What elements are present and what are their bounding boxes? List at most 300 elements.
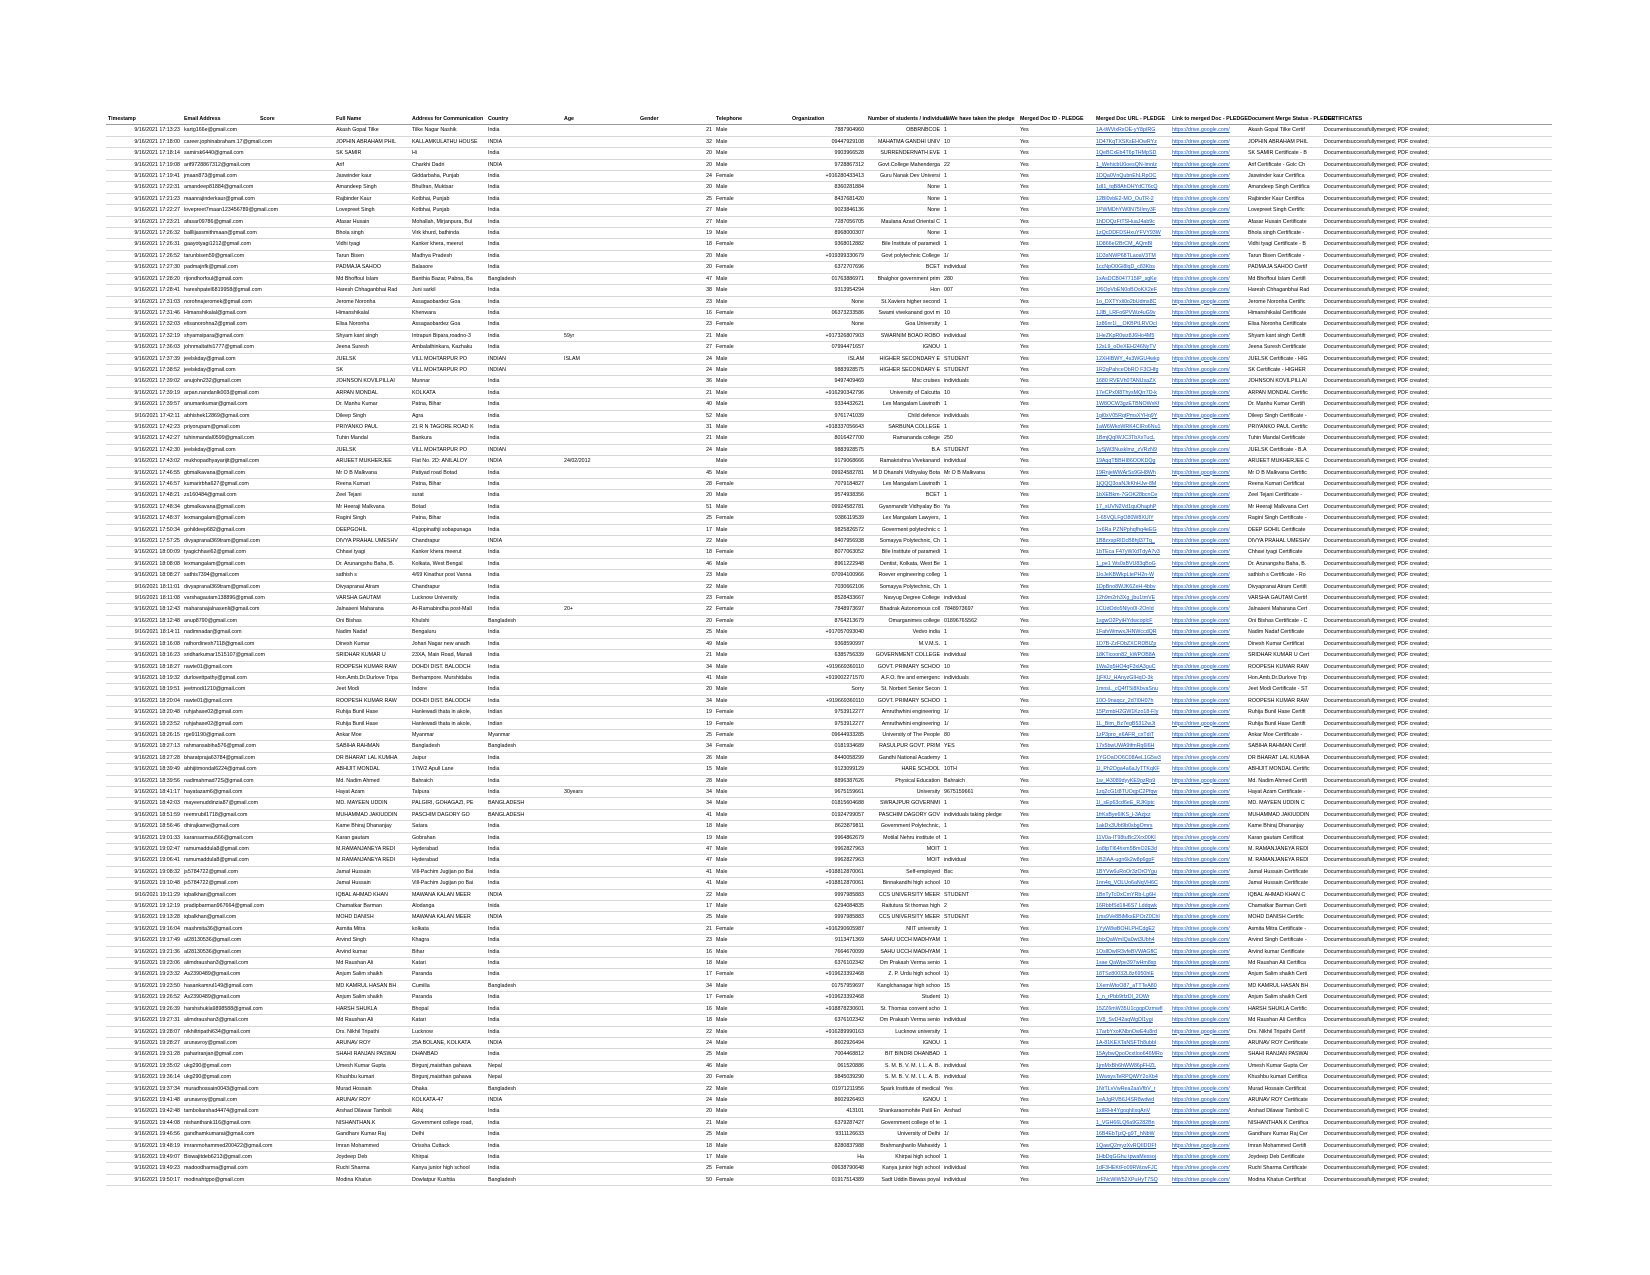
column-header[interactable]: Full Name [334, 114, 410, 125]
table-cell[interactable]: 1B2lAA-ugn6k2w8p6gpF [1094, 855, 1170, 866]
column-header[interactable]: Score [258, 114, 334, 125]
table-cell[interactable]: 1sae QaWpe397wHm8sp [1094, 958, 1170, 969]
table-cell[interactable]: 1IoJeKBWkpLtePH2n-W [1094, 570, 1170, 581]
column-header[interactable]: Merged Doc URL - PLEDGE [1094, 114, 1170, 125]
table-cell: 9334432621 [790, 399, 866, 410]
table-cell[interactable]: https://drive.google.com/ [1170, 1163, 1246, 1174]
table-cell[interactable]: 1zP3pro_e6AFR_cxTdiT [1094, 729, 1170, 740]
table-cell: 41 [638, 866, 714, 877]
table-cell [562, 821, 638, 832]
table-cell: SARBUNA COLLEGE [866, 421, 942, 432]
table-cell: Dinesh Kumar [334, 638, 410, 649]
column-header[interactable]: Timestamp [106, 114, 182, 125]
table-cell: +919669360110 [790, 695, 866, 706]
table-cell[interactable]: https://drive.google.com/ [1170, 695, 1246, 706]
table-cell[interactable]: 17_sUVN2Vd1quOhaphP [1094, 501, 1170, 512]
table-cell: MAWANA KALAN MEER [410, 889, 486, 900]
table-cell[interactable]: 12sL9_oDeXEH246NyTV [1094, 342, 1170, 353]
table-cell: Male [714, 672, 790, 683]
table-cell[interactable]: https://drive.google.com/ [1170, 536, 1246, 547]
table-cell[interactable]: 1w_l43089dyyKE9gzRp9 [1094, 775, 1170, 786]
table-cell[interactable]: 1o8tpTl64hxm5BmO2E3d [1094, 844, 1170, 855]
table-cell: India [486, 604, 562, 615]
column-header[interactable]: Email Address [182, 114, 258, 125]
table-cell [258, 1151, 334, 1162]
table-cell[interactable]: https://drive.google.com/ [1170, 1140, 1246, 1151]
table-cell[interactable]: https://drive.google.com/ [1170, 125, 1246, 136]
table-cell[interactable]: https://drive.google.com/ [1170, 228, 1246, 239]
table-cell[interactable]: 1BnTyTcDxCmYRb-Lg6H [1094, 889, 1170, 900]
table-cell[interactable]: 1sgwO2PyiHYdwcoplcF [1094, 615, 1170, 626]
table-cell[interactable]: 1jFKU_HAnyzGIHqO-3k [1094, 672, 1170, 683]
table-cell[interactable]: https://drive.google.com/ [1170, 809, 1246, 820]
table-cell[interactable]: https://drive.google.com/ [1170, 490, 1246, 501]
table-cell[interactable]: https://drive.google.com/ [1170, 376, 1246, 387]
table-cell: 9/16/2021 18:41:17 [106, 786, 182, 797]
table-cell[interactable]: 1akDx3Ubt9b0sbgOmrs [1094, 821, 1170, 832]
table-cell[interactable]: 10O-9naqcz_2d7i0H07h [1094, 695, 1170, 706]
table-cell[interactable]: https://drive.google.com/ [1170, 935, 1246, 946]
table-cell: Yes [1018, 1151, 1094, 1162]
table-cell[interactable]: https://drive.google.com/ [1170, 672, 1246, 683]
column-header[interactable]: Organization [790, 114, 866, 125]
table-cell: 09638790648 [790, 1163, 866, 1174]
table-cell[interactable]: 1CUdOdo5Nlyo0I-2OnId [1094, 604, 1170, 615]
table-cell[interactable]: 1f6OpVbEN0oBOoKX2eF [1094, 285, 1170, 296]
table-cell[interactable]: https://drive.google.com/ [1170, 239, 1246, 250]
table-cell[interactable]: https://drive.google.com/ [1170, 182, 1246, 193]
table-cell: Documentsuccessfullymerged; PDF created; [1322, 387, 1552, 398]
table-cell[interactable]: https://drive.google.com/ [1170, 1060, 1246, 1071]
table-cell: 22 [638, 1083, 714, 1094]
table-cell[interactable]: https://drive.google.com/ [1170, 399, 1246, 410]
table-cell: 9/16/2021 17:13:23 [106, 125, 182, 136]
table-cell: India [486, 239, 562, 250]
table-cell[interactable]: 1dF3HEKtFo09RWzwFJC [1094, 1163, 1170, 1174]
table-cell[interactable]: https://drive.google.com/ [1170, 342, 1246, 353]
table-cell[interactable]: 1jmMxBh6hWW86pFHZL [1094, 1060, 1170, 1071]
table-cell [258, 456, 334, 467]
table-cell[interactable]: 12Bl0vbE2-MO_OuTR-2 [1094, 193, 1170, 204]
table-cell [562, 262, 638, 273]
table-cell[interactable]: https://drive.google.com/ [1170, 593, 1246, 604]
table-cell[interactable]: 11V0a-IT98tuBc2Xrx00KI [1094, 832, 1170, 843]
table-cell[interactable]: https://drive.google.com/ [1170, 273, 1246, 284]
table-cell[interactable]: 15PzmbH2GW1Kzo18-FIy [1094, 707, 1170, 718]
table-cell[interactable]: 1R2qPahceObRO F3CHfg [1094, 364, 1170, 375]
table-cell[interactable]: 1ySjW3Nusklmz_zVRzN9 [1094, 444, 1170, 455]
table-cell[interactable]: 1rFNcWiW52XPuHyT7SQ [1094, 1174, 1170, 1185]
table-cell[interactable]: 1HbDqGGhu tpwaMessoj [1094, 1151, 1170, 1162]
column-header[interactable]: Gender [638, 114, 714, 125]
table-cell: individual [942, 1015, 1018, 1026]
table-cell: Khulshi [410, 615, 486, 626]
table-cell: 20 [638, 1072, 714, 1083]
table-cell[interactable]: 1QawQ2myzXvRQIIDDFf [1094, 1140, 1170, 1151]
table-cell[interactable]: 1D3sNWP68TLaoaV3TM [1094, 250, 1170, 261]
table-cell: 31 [638, 421, 714, 432]
table-cell[interactable]: 1dI1_tqB8AhOHYdC76cQ [1094, 182, 1170, 193]
table-cell[interactable]: https://drive.google.com/ [1170, 1003, 1246, 1014]
table-cell[interactable]: https://drive.google.com/ [1170, 353, 1246, 364]
table-cell: Yes [1018, 661, 1094, 672]
table-row [106, 832, 1552, 843]
table-cell: Male [714, 627, 790, 638]
table-cell[interactable]: https://drive.google.com/ [1170, 901, 1246, 912]
table-cell: Goa University [866, 319, 942, 330]
column-header[interactable]: Address for Communication [410, 114, 486, 125]
table-cell [562, 387, 638, 398]
table-cell[interactable]: https://drive.google.com/ [1170, 1037, 1246, 1048]
table-cell[interactable]: 15ZZ6mW35U1cgqpOzmwfl [1094, 1003, 1170, 1014]
table-cell[interactable]: 1I_Ph2Oga4a6aJyTTKqKF [1094, 764, 1170, 775]
table-cell[interactable]: 1L_Bim_Bz7egB5312wJt [1094, 718, 1170, 729]
table-cell: 9/16/2021 17:39:02 [106, 376, 182, 387]
table-cell[interactable]: https://drive.google.com/ [1170, 216, 1246, 227]
table-cell[interactable]: https://drive.google.com/ [1170, 1026, 1246, 1037]
table-cell[interactable]: https://drive.google.com/ [1170, 136, 1246, 147]
table-cell[interactable]: 1680 RVEVh0TANUsaZX [1094, 376, 1170, 387]
table-cell: India [486, 969, 562, 980]
table-cell [258, 1015, 334, 1026]
table-cell: 41gopinathji sobapunaga [410, 524, 486, 535]
column-header[interactable]: Country [486, 114, 562, 125]
table-cell[interactable]: https://drive.google.com/ [1170, 159, 1246, 170]
table-cell[interactable]: 16RbbfSd1IH6S7 Lddqwk [1094, 901, 1170, 912]
table-cell[interactable]: https://drive.google.com/ [1170, 1094, 1246, 1105]
table-cell: 18 [638, 1015, 714, 1026]
table-cell [562, 958, 638, 969]
table-cell[interactable]: https://drive.google.com/ [1170, 1129, 1246, 1140]
table-cell: Yes [1018, 547, 1094, 558]
table-cell: Cumilla [410, 980, 486, 991]
table-cell[interactable]: https://drive.google.com/ [1170, 1151, 1246, 1162]
table-cell: muradhossain0043@gmail.com [182, 1083, 258, 1094]
table-cell[interactable]: 17x5bwUWA9tfmRq6l6H [1094, 741, 1170, 752]
table-cell[interactable]: 1PWMDhYW0N75IImy3F [1094, 205, 1170, 216]
table-cell[interactable]: 18TSz80032L8z6950hlE [1094, 969, 1170, 980]
table-cell: 20 [638, 250, 714, 261]
table-cell[interactable]: 1mnsL_cQ4fT5i8KbvaSnu [1094, 684, 1170, 695]
table-cell: 413101 [790, 1106, 866, 1117]
table-cell: Male [714, 798, 790, 809]
table-cell: Documentsuccessfullymerged; PDF created; [1322, 650, 1552, 661]
table-cell[interactable]: https://drive.google.com/ [1170, 764, 1246, 775]
table-cell[interactable]: 15AybwQpoOcxtloo646MRo [1094, 1049, 1170, 1060]
table-cell[interactable]: 1x6Ra PZNPphqfhq4eEG [1094, 524, 1170, 535]
table-cell[interactable]: https://drive.google.com/ [1170, 889, 1246, 900]
table-cell[interactable]: https://drive.google.com/ [1170, 878, 1246, 889]
table-cell[interactable]: 1eAJgRVB6J4SR8wdwd [1094, 1094, 1170, 1105]
table-cell[interactable]: https://drive.google.com/ [1170, 501, 1246, 512]
table-cell: Male [714, 775, 790, 786]
column-header[interactable]: Telephone [714, 114, 790, 125]
table-cell [562, 490, 638, 501]
table-cell[interactable]: 1D47KqTXSKsEHOwRYz [1094, 136, 1170, 147]
table-cell [258, 969, 334, 980]
table-cell[interactable]: https://drive.google.com/ [1170, 1049, 1246, 1060]
table-cell: Bihar [410, 946, 486, 957]
table-cell: Yes [1018, 490, 1094, 501]
table-cell[interactable]: 1bTEca F47yWXdTdyA7v3 [1094, 547, 1170, 558]
table-cell[interactable]: https://drive.google.com/ [1170, 479, 1246, 490]
table-cell [258, 387, 334, 398]
table-cell[interactable]: https://drive.google.com/ [1170, 661, 1246, 672]
table-cell: 17 [638, 969, 714, 980]
table-cell[interactable]: https://drive.google.com/ [1170, 786, 1246, 797]
table-row [106, 239, 1552, 250]
table-cell[interactable]: 19AqqTBBHI86OOKDQg [1094, 456, 1170, 467]
column-header[interactable]: I / We have taken the pledge [942, 114, 1018, 125]
table-cell[interactable]: https://drive.google.com/ [1170, 307, 1246, 318]
table-cell[interactable]: 1JlB_LRFo6PVWz4uG9v [1094, 307, 1170, 318]
table-cell[interactable]: 12h9m2rh3Xg_jbu1tmVE [1094, 593, 1170, 604]
table-cell: 9/16/2021 17:37:39 [106, 353, 182, 364]
table-cell[interactable]: 1xAsDCB047715IP_sgKe [1094, 273, 1170, 284]
table-cell[interactable]: https://drive.google.com/ [1170, 513, 1246, 524]
table-cell: Yes [1018, 136, 1094, 147]
table-cell[interactable]: https://drive.google.com/ [1170, 581, 1246, 592]
table-cell[interactable]: 1aW6WkoWRK4CIRo6Nu1 [1094, 421, 1170, 432]
table-cell [258, 273, 334, 284]
table-cell[interactable]: 1o_DXTYxli0o2bUdms8C [1094, 296, 1170, 307]
table-cell[interactable]: https://drive.google.com/ [1170, 410, 1246, 421]
table-cell: 9/16/2021 19:37:34 [106, 1083, 182, 1094]
column-header[interactable]: CERTIFICATES [1322, 114, 1552, 125]
table-cell [562, 1174, 638, 1185]
table-cell[interactable]: https://drive.google.com/ [1170, 923, 1246, 934]
table-cell[interactable]: 1_pe1 Ws0sBVU83qBoG [1094, 558, 1170, 569]
table-cell[interactable]: https://drive.google.com/ [1170, 638, 1246, 649]
table-cell: 9123099129 [790, 764, 866, 775]
table-cell[interactable]: https://drive.google.com/ [1170, 627, 1246, 638]
table-cell: Maulana Azad Oriental C [866, 216, 942, 227]
column-header[interactable]: Document Merge Status - PLEDGE [1246, 114, 1322, 125]
table-cell[interactable]: 1jQQQ3oaNJkKhHJw-8M [1094, 479, 1170, 490]
table-cell[interactable]: 1frKsBye6IKS_l-3Azjxz [1094, 809, 1170, 820]
table-cell[interactable]: https://drive.google.com/ [1170, 650, 1246, 661]
table-cell: Male [714, 148, 790, 159]
table-cell[interactable]: https://drive.google.com/ [1170, 456, 1246, 467]
table-cell[interactable]: 16B4EbTjzQ-g9T_hNbW [1094, 1129, 1170, 1140]
table-cell[interactable]: 1YGOaOO6C08AeL1G5w3 [1094, 752, 1170, 763]
table-cell[interactable]: 1gl0xV05RqtPmsXYHq9Y [1094, 410, 1170, 421]
table-cell[interactable]: https://drive.google.com/ [1170, 821, 1246, 832]
table-cell[interactable]: https://drive.google.com/ [1170, 205, 1246, 216]
table-cell: Yes [1018, 672, 1094, 683]
table-cell: Documentsuccessfullymerged; PDF created; [1322, 421, 1552, 432]
table-cell: 9883928575 [790, 364, 866, 375]
table-cell[interactable]: https://drive.google.com/ [1170, 330, 1246, 341]
table-cell[interactable]: https://drive.google.com/ [1170, 558, 1246, 569]
table-cell[interactable]: https://drive.google.com/ [1170, 958, 1246, 969]
table-cell[interactable]: https://drive.google.com/ [1170, 684, 1246, 695]
table-cell[interactable]: https://drive.google.com/ [1170, 980, 1246, 991]
table-cell[interactable]: https://drive.google.com/ [1170, 1117, 1246, 1128]
table-cell[interactable]: 1hDOQzFtTSHuaJ4ab9c [1094, 216, 1170, 227]
table-cell: India [486, 684, 562, 695]
table-cell[interactable]: 17arbYxoKNbnOwE4u8rd [1094, 1026, 1170, 1037]
table-cell[interactable]: 1XemWtoO87_aTTTeA80 [1094, 980, 1170, 991]
table-cell: As2390489@gmail.com [182, 992, 258, 1003]
table-cell: +918812870061 [790, 878, 866, 889]
table-cell[interactable]: 19RnjeWWArSs9GH8Wh [1094, 467, 1170, 478]
table-cell[interactable]: 1zQcDDFDSHxuYFVY93W [1094, 228, 1170, 239]
table-cell: 250 [942, 433, 1018, 444]
table-cell: 41 [638, 809, 714, 820]
table-cell[interactable]: https://drive.google.com/ [1170, 969, 1246, 980]
table-cell[interactable]: 1_WehicbU0oesQN-lmnlz [1094, 159, 1170, 170]
table-cell: PRIYANKO PAUL Certific [1246, 421, 1322, 432]
table-cell: Male [714, 901, 790, 912]
table-cell[interactable]: 1D866eI2BrCM_AQmBl [1094, 239, 1170, 250]
table-cell[interactable]: https://drive.google.com/ [1170, 285, 1246, 296]
table-cell[interactable]: 1V8_SvD42aqWgDl1ygi [1094, 1015, 1170, 1026]
table-cell[interactable]: https://drive.google.com/ [1170, 421, 1246, 432]
table-cell[interactable]: 1WwsysTeRPQiWY2oXb4 [1094, 1072, 1170, 1083]
table-cell: VILL MOHTARPUR PO [410, 444, 486, 455]
table-cell[interactable]: 1BmjQqIWJC3TbXxTucL [1094, 433, 1170, 444]
table-cell[interactable]: https://drive.google.com/ [1170, 1174, 1246, 1185]
table-cell[interactable]: 1zq2cG1t8TUOqpC2Pfqw [1094, 786, 1170, 797]
table-cell[interactable]: https://drive.google.com/ [1170, 387, 1246, 398]
table-cell [258, 558, 334, 569]
table-cell [258, 1117, 334, 1128]
table-cell: 9/16/2021 17:22:31 [106, 182, 182, 193]
table-cell[interactable]: https://drive.google.com/ [1170, 262, 1246, 273]
table-cell[interactable]: 1ms9Ve8BiMkxEPOrZ0ChI [1094, 912, 1170, 923]
table-cell [562, 1026, 638, 1037]
table-row [106, 764, 1552, 775]
column-header[interactable]: Number of students / individuals [866, 114, 942, 125]
table-cell[interactable]: https://drive.google.com/ [1170, 570, 1246, 581]
table-cell [562, 1117, 638, 1128]
table-cell[interactable]: https://drive.google.com/ [1170, 832, 1246, 843]
table-cell[interactable]: https://drive.google.com/ [1170, 615, 1246, 626]
table-cell: 34 [638, 798, 714, 809]
table-cell[interactable]: 1xIlRHr4YgoqhIixqAnV [1094, 1106, 1170, 1117]
table-cell[interactable]: 1BYVw6uRoOr3zOrOYgu [1094, 866, 1170, 877]
table-cell: Yes [1018, 741, 1094, 752]
table-cell[interactable]: 1-65VQLFgO80W8XUIY [1094, 513, 1170, 524]
table-cell[interactable]: 1A-81KEXTaNSFTh8ubbl [1094, 1037, 1170, 1048]
table-cell: 9/16/2021 19:12:19 [106, 901, 182, 912]
table-cell [258, 410, 334, 421]
table-cell[interactable]: https://drive.google.com/ [1170, 444, 1246, 455]
table-cell[interactable]: https://drive.google.com/ [1170, 319, 1246, 330]
table-cell[interactable]: https://drive.google.com/ [1170, 752, 1246, 763]
table-cell[interactable]: 1I_sEp63cd6eE_RJKlptc [1094, 798, 1170, 809]
table-cell[interactable]: 1HeZKpR0wz8J6Ho4M5 [1094, 330, 1170, 341]
table-cell: 47 [638, 844, 714, 855]
table-cell[interactable]: https://drive.google.com/ [1170, 1106, 1246, 1117]
table-cell: 21 [638, 125, 714, 136]
table-cell: 9023846136 [790, 205, 866, 216]
table-cell[interactable]: https://drive.google.com/ [1170, 912, 1246, 923]
table-cell: Vill-Pachim Jugijan po Bai [410, 866, 486, 877]
table-cell[interactable]: 1_VGH66LQ6a9G282Bn [1094, 1117, 1170, 1128]
table-cell: 1 [942, 399, 1018, 410]
table-cell[interactable]: 1bixQaWmIQa0wt3Ubh4 [1094, 935, 1170, 946]
table-cell: 6294084835 [790, 901, 866, 912]
table-cell: Bankura [410, 433, 486, 444]
table-cell: India [486, 1106, 562, 1117]
table-cell[interactable]: 1W8OCW3gzETBNOWxKf [1094, 399, 1170, 410]
table-cell[interactable]: https://drive.google.com/ [1170, 604, 1246, 615]
table-cell[interactable]: 1D7B-ZzFDbZXCRDBIZp [1094, 638, 1170, 649]
table-cell[interactable]: https://drive.google.com/ [1170, 364, 1246, 375]
table-cell[interactable]: https://drive.google.com/ [1170, 171, 1246, 182]
table-row [106, 593, 1552, 604]
table-cell[interactable]: 1OsllDwIR3vfeBVWAGflC [1094, 946, 1170, 957]
table-cell[interactable]: https://drive.google.com/ [1170, 148, 1246, 159]
table-cell: Bahraich [942, 775, 1018, 786]
table-cell[interactable]: https://drive.google.com/ [1170, 866, 1246, 877]
table-cell[interactable]: https://drive.google.com/ [1170, 433, 1246, 444]
table-cell[interactable]: 1DQa0VnQubnEhLRpOC [1094, 171, 1170, 182]
table-cell: Hanlewadi thata in akole, [410, 718, 486, 729]
table-cell[interactable]: https://drive.google.com/ [1170, 524, 1246, 535]
table-cell[interactable]: https://drive.google.com/ [1170, 775, 1246, 786]
table-cell: 9/16/2021 19:10:48 [106, 878, 182, 889]
table-cell[interactable]: 18KTicoon82_kWPOB8A [1094, 650, 1170, 661]
table-cell[interactable]: 1B8zxspRIDcB8hjl37Tq_ [1094, 536, 1170, 547]
table-cell: Kanker khera meerut [410, 547, 486, 558]
column-header[interactable]: Merged Doc ID - PLEDGE [1018, 114, 1094, 125]
table-cell[interactable]: 1Wa2q5HO4qF3xlA3guC [1094, 661, 1170, 672]
table-cell[interactable]: https://drive.google.com/ [1170, 547, 1246, 558]
table-cell[interactable]: https://drive.google.com/ [1170, 707, 1246, 718]
table-cell[interactable]: 1ccNpO0Gi8lqD_c83Kbs [1094, 262, 1170, 273]
table-cell[interactable]: https://drive.google.com/ [1170, 946, 1246, 957]
table-row [106, 1094, 1552, 1105]
table-cell[interactable]: 1NrTLvVwRea2aaVfbV_r [1094, 1083, 1170, 1094]
table-cell[interactable]: https://drive.google.com/ [1170, 193, 1246, 204]
table-cell[interactable]: https://drive.google.com/ [1170, 296, 1246, 307]
table-cell[interactable]: 1z86nr1I__OKBPtLRVOcl [1094, 319, 1170, 330]
table-cell[interactable]: 1A-tWVixRxOE-yY8pIRG [1094, 125, 1170, 136]
table-cell[interactable]: https://drive.google.com/ [1170, 729, 1246, 740]
table-cell[interactable]: https://drive.google.com/ [1170, 741, 1246, 752]
table-cell[interactable]: 1_n_rPbb9rfzDl_2OWr [1094, 992, 1170, 1003]
table-cell[interactable]: 1QeBCxEb4T6pTHMpSD [1094, 148, 1170, 159]
table-cell[interactable]: https://drive.google.com/ [1170, 1072, 1246, 1083]
table-cell[interactable]: https://drive.google.com/ [1170, 798, 1246, 809]
table-cell[interactable]: https://drive.google.com/ [1170, 844, 1246, 855]
table-cell[interactable]: 1YyW8wBOHLPHCdgE2 [1094, 923, 1170, 934]
table-cell[interactable]: https://drive.google.com/ [1170, 992, 1246, 1003]
table-cell[interactable]: https://drive.google.com/ [1170, 855, 1246, 866]
table-cell: Documentsuccessfullymerged; PDF created; [1322, 125, 1552, 136]
table-cell[interactable]: 12XHIBWY_4s3WGU4wkg [1094, 353, 1170, 364]
table-cell[interactable]: https://drive.google.com/ [1170, 467, 1246, 478]
table-cell[interactable]: 1FafvWmwxJHNWccdQR [1094, 627, 1170, 638]
table-cell: Male [714, 821, 790, 832]
table-cell[interactable]: https://drive.google.com/ [1170, 1015, 1246, 1026]
table-cell: 21 [638, 433, 714, 444]
column-header[interactable]: Age [562, 114, 638, 125]
table-cell[interactable]: https://drive.google.com/ [1170, 718, 1246, 729]
table-cell: Female [714, 239, 790, 250]
table-cell[interactable]: 1DpBno8WJK6ZeH-4bbv [1094, 581, 1170, 592]
table-cell: 1 [942, 228, 1018, 239]
table-cell[interactable]: https://drive.google.com/ [1170, 250, 1246, 261]
table-cell[interactable]: 1bXEBkm-7GOK28bcnCe [1094, 490, 1170, 501]
table-cell[interactable]: 1nn4q_VOLUo6aNqVH6C [1094, 878, 1170, 889]
column-header[interactable]: Link to merged Doc - PLEDGE [1170, 114, 1246, 125]
table-cell[interactable]: https://drive.google.com/ [1170, 1083, 1246, 1094]
table-cell[interactable]: 17eCPx0I8ThysMQrr7D-k [1094, 387, 1170, 398]
